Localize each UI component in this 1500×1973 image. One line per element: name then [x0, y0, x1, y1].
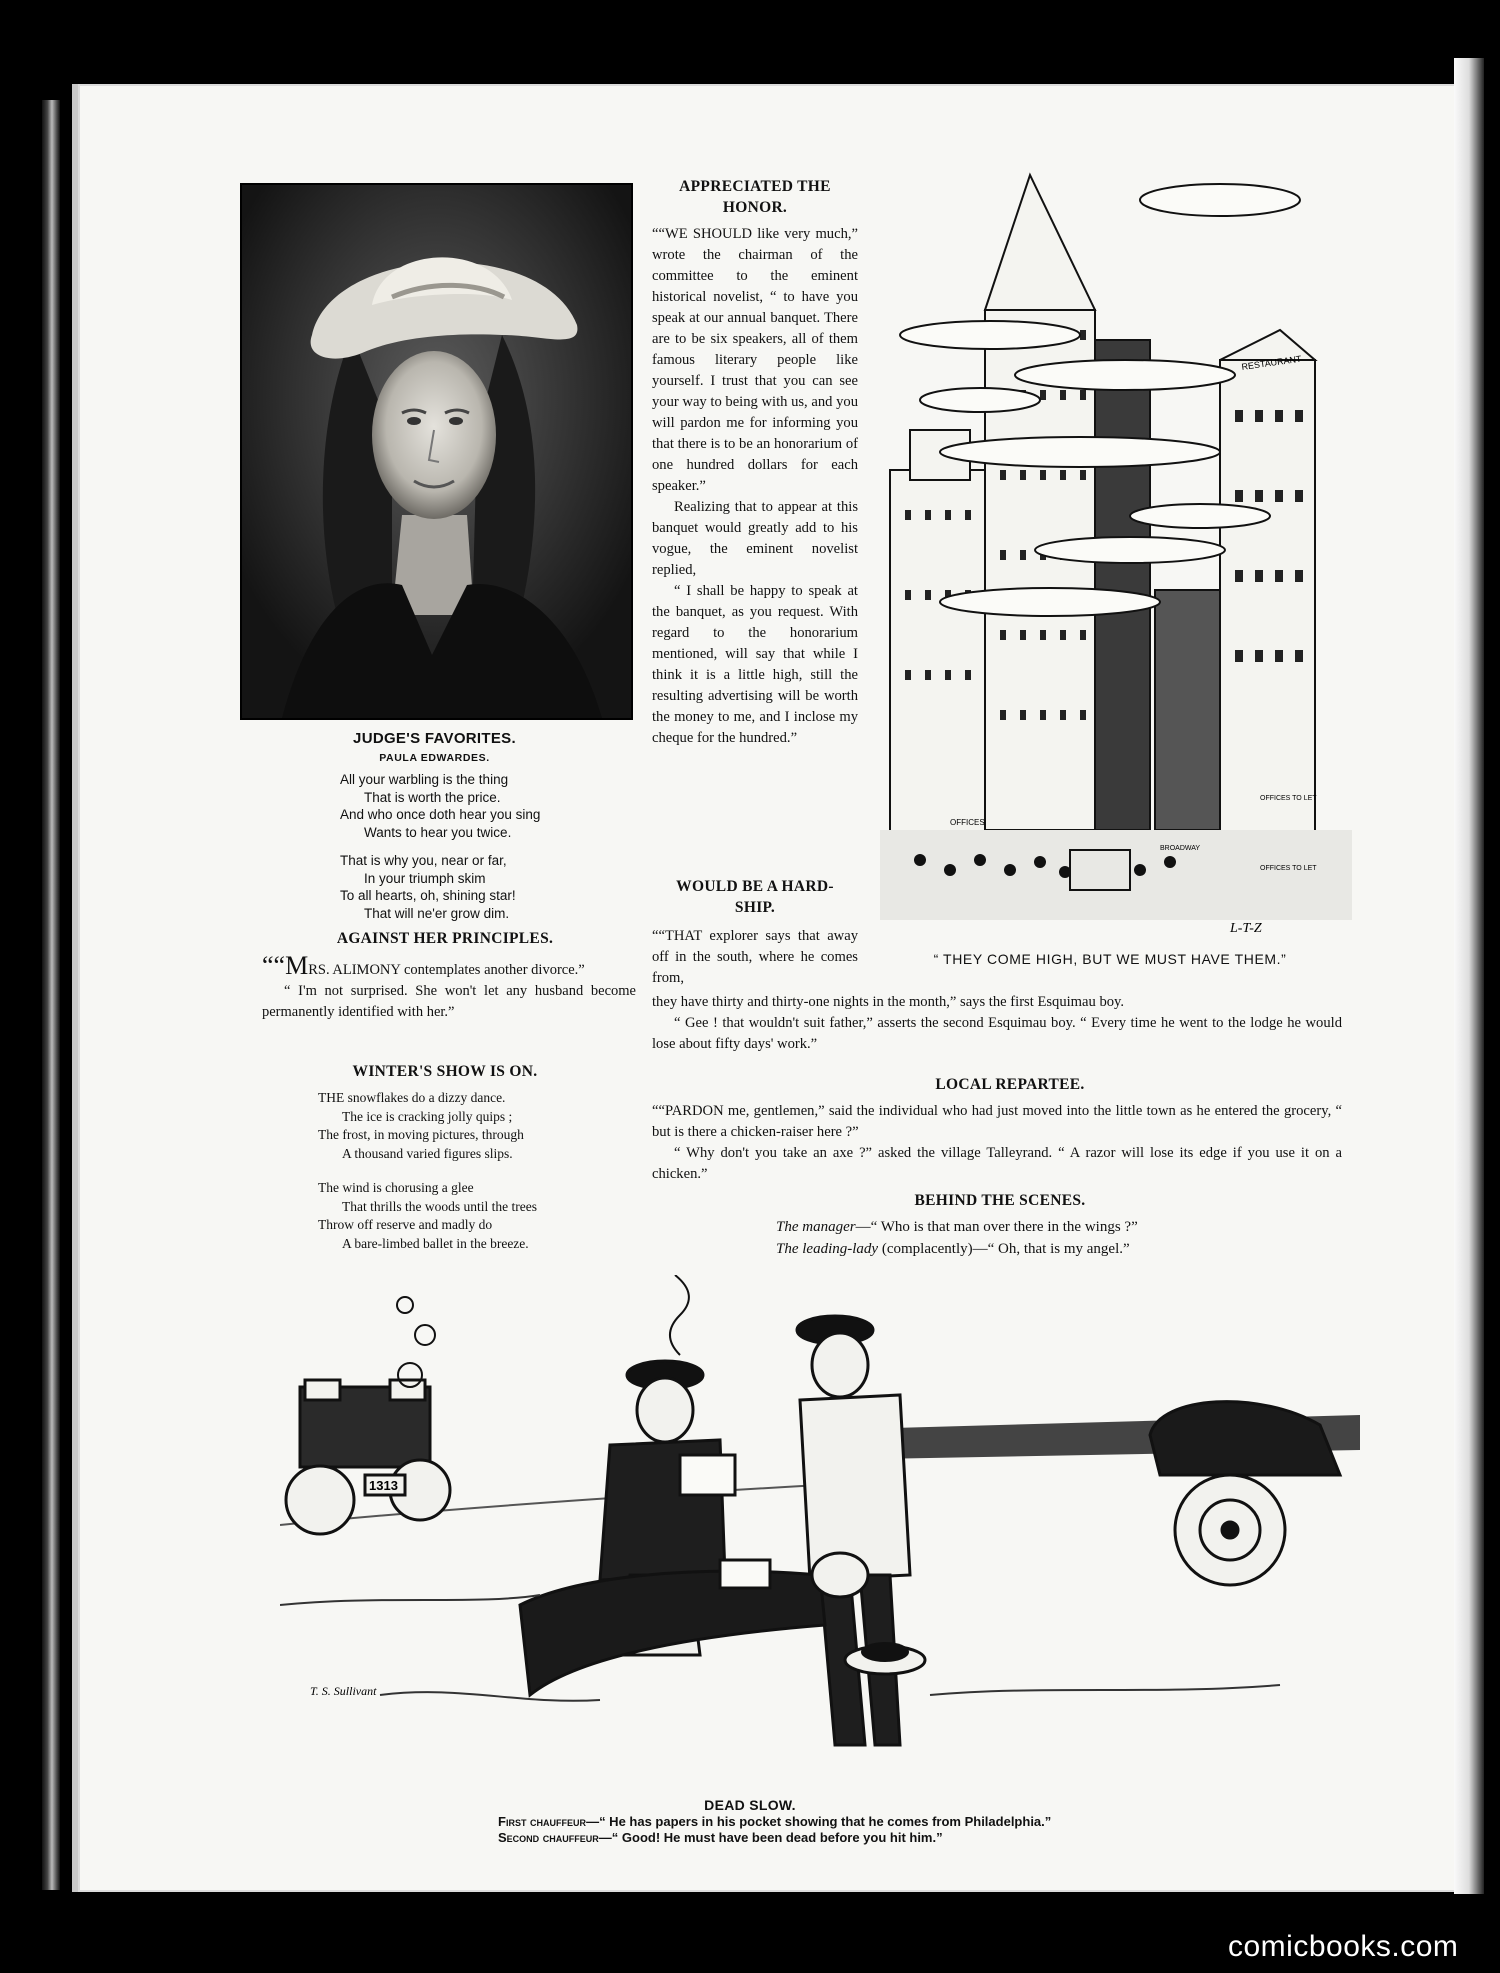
dead-slow-caption: [498, 1814, 1298, 1846]
scenes-role: The leading-lady: [776, 1241, 879, 1257]
repartee-title: LOCAL REPARTEE.: [935, 1076, 1085, 1093]
binding-edge: [42, 100, 60, 1890]
caption-line: —“ He has papers in his pocket showing that he comes from Philadelphia.”: [586, 1814, 1052, 1829]
appreciated-title: [652, 176, 858, 218]
winter-title: WINTER'S SHOW IS ON.: [352, 1063, 538, 1080]
scenes-dialogue: [776, 1216, 1336, 1260]
artist-signature: L-T-Z: [1230, 921, 1262, 936]
favorites-subtitle: PAULA EDWARDES.: [379, 752, 490, 764]
poem-line: The wind is chorusing a glee: [318, 1180, 474, 1195]
hardship-p1-column: ““THAT explorer says that away off in the south, where he comes from,: [652, 928, 858, 986]
drop-cap: ““M: [262, 951, 309, 980]
hardship-p1-cont: they have thirty and thirty-one nights in the month,” says the first Esquimau boy.: [652, 994, 1125, 1010]
sign-offices: OFFICES: [950, 818, 985, 827]
poem-line: THE snowflakes do a dizzy dance.: [318, 1090, 506, 1105]
poem-line: The frost, in moving pictures, through: [318, 1127, 524, 1142]
poem-line: A bare-limbed ballet in the breeze.: [342, 1235, 529, 1251]
repartee-p1: ““PARDON me, gentlemen,” said the individual who had just moved into the little town as he entered the grocery, “ but is there a chicken-raiser here ?”: [652, 1103, 1342, 1140]
poem-line: In your triumph skim: [364, 870, 486, 886]
favorites-title: JUDGE'S FAVORITES.: [353, 730, 516, 747]
portrait-photo: [240, 183, 633, 720]
caption-line: —“ Good! He must have been dead before you hit him.”: [598, 1830, 943, 1845]
appreciated-p1: ““WE SHOULD like very much,” wrote the chairman of the committee to the eminent historical novelist, “ to have you speak at our annual banquet. There are to be six speakers, all of them famous literary people like yourself. I trust that you can see your way to being with us, and you will pardon me for informing you that there is to be an honorarium of one hundred dollars for each speaker.”: [652, 226, 858, 494]
hardship-title-line: WOULD BE A HARD-: [676, 878, 834, 895]
hardship-title: [652, 876, 858, 918]
cartoon-signature: T. S. Sullivant: [310, 1684, 377, 1698]
site-watermark: comicbooks.com: [1228, 1930, 1459, 1963]
dead-slow-cartoon: [280, 1275, 1360, 1795]
caption-role: Second chauffeur: [498, 1830, 599, 1845]
scenes-title: BEHIND THE SCENES.: [914, 1192, 1086, 1209]
poem-line: The ice is cracking jolly quips ;: [342, 1108, 513, 1124]
skyscraper-cartoon: [880, 170, 1352, 940]
poem-line: That will ne'er grow dim.: [364, 905, 510, 921]
skyscraper-caption: “ THEY COME HIGH, BUT WE MUST HAVE THEM.”: [933, 951, 1287, 967]
against-article: [262, 951, 636, 1023]
scenes-line: —“ Who is that man over there in the wings ?”: [855, 1219, 1138, 1235]
appreciated-p2: Realizing that to appear at this banquet would greatly add to his vogue, the eminent novelist replied,: [652, 499, 858, 578]
hardship-title-line: SHIP.: [734, 899, 776, 916]
sign-broadway: BROADWAY: [1160, 845, 1201, 852]
poem-line: A thousand varied figures slips.: [342, 1145, 513, 1161]
repartee-article: [652, 1101, 1342, 1185]
appreciated-p3: “ I shall be happy to speak at the banquet, as you request. With regard to the honorarium mentioned, will say that while I think it is a little high, still the resulting advertising will be worth the money to me, and I inclose my cheque for the hundred.”: [652, 583, 858, 746]
poem-line: And who once doth hear you sing: [340, 807, 541, 822]
poem-line: Wants to hear you twice.: [364, 824, 512, 840]
caption-role: First chauffeur: [498, 1814, 587, 1829]
appreciated-title-line: APPRECIATED THE: [679, 178, 831, 195]
against-title: AGAINST HER PRINCIPLES.: [336, 930, 554, 947]
poem-line: That thrills the woods until the trees: [342, 1198, 537, 1214]
sign-restaurant: RESTAURANT: [1240, 353, 1303, 372]
appreciated-article: [652, 224, 858, 749]
poem-line: To all hearts, oh, shining star!: [340, 888, 516, 903]
favorites-poem: [340, 771, 600, 922]
poem-line: Throw off reserve and madly do: [318, 1217, 493, 1232]
next-page-edge: [1454, 58, 1484, 1894]
dead-slow-title: DEAD SLOW.: [704, 1797, 796, 1813]
poem-line: All your warbling is the thing: [340, 772, 509, 787]
poem-line: That is why you, near or far,: [340, 853, 507, 868]
against-p2: “ I'm not surprised. She won't let any husband become permanently identified with her.”: [262, 983, 636, 1020]
appreciated-title-line: HONOR.: [722, 199, 788, 216]
against-p1: RS. ALIMONY contemplates another divorce.”: [308, 962, 585, 978]
hardship-p2: “ Gee ! that wouldn't suit father,” asserts the second Esquimau boy. “ Every time he went to the lodge he would lose about fifty days' work.”: [652, 1015, 1342, 1052]
repartee-p2: “ Why don't you take an axe ?” asked the village Talleyrand. “ A razor will lose its edge if you use it on a chicken.”: [652, 1145, 1342, 1182]
license-plate: 1313: [369, 1478, 398, 1493]
sign-offices-to-let: OFFICES TO LET: [1260, 865, 1317, 872]
scenes-line: (complacently)—“ Oh, that is my angel.”: [878, 1241, 1130, 1257]
winter-poem: [318, 1089, 638, 1253]
scenes-role: The manager: [776, 1219, 856, 1235]
poem-line: That is worth the price.: [364, 789, 501, 805]
sign-offices-to-let: OFFICES TO LET: [1260, 795, 1317, 802]
hardship-wide: [652, 992, 1342, 1055]
